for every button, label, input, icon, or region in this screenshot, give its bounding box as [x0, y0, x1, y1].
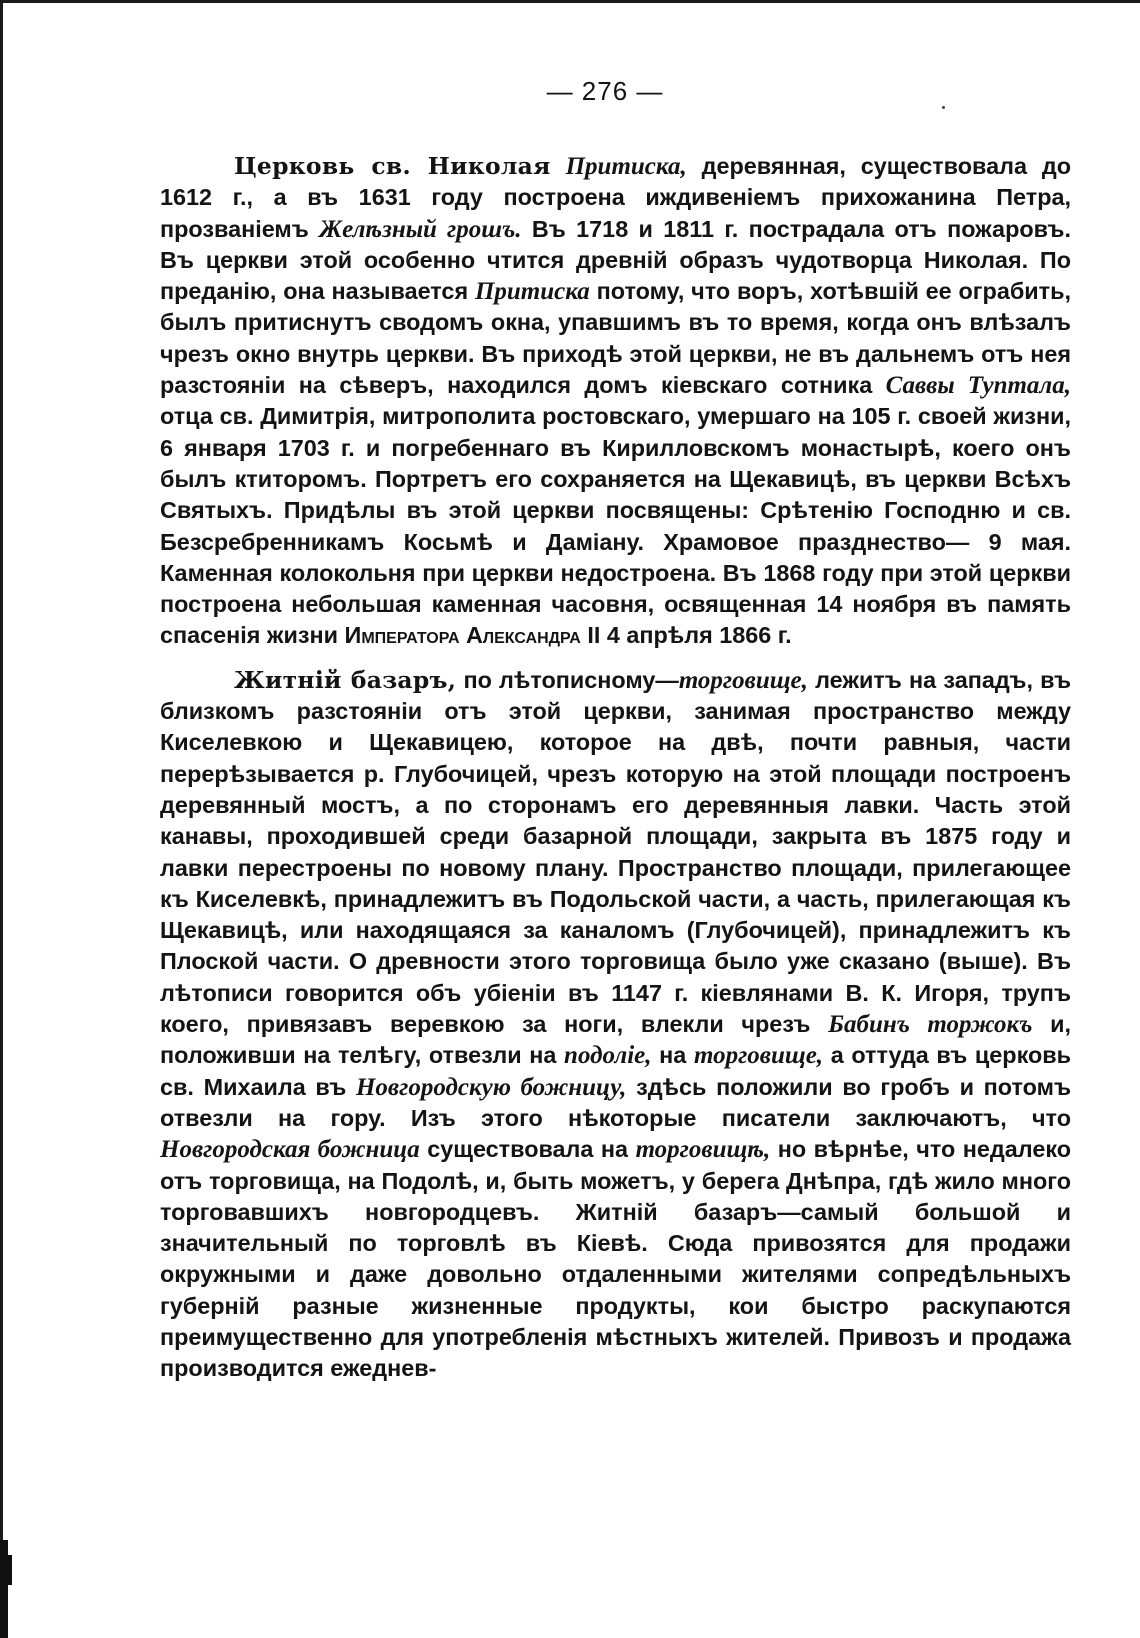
italic-name: Притиска,	[565, 153, 687, 180]
paragraph-church-nicholas	[160, 151, 1071, 652]
paragraph-heading: Житній базаръ,	[234, 665, 457, 694]
italic-term: торговищѣ,	[635, 1136, 771, 1164]
italic-name: Желѣзный грошъ.	[319, 215, 522, 243]
body-text: а оттуда въ церковь св. Михаила въ	[160, 1042, 1072, 1100]
body-text: но вѣрнѣе, что недалеко отъ торговища, на Подолѣ, и, быть можетъ, у берега Днѣпра, гдѣ жило много торговавшихъ новгородцевъ. Житній базаръ—самый большой и значительный по торговлѣ въ Кіевѣ. Сюда привозятся для продажи окружными и даже довольно отдаленными жителями сопредѣльныхъ губерній разные жизненные продукты, кои быстро раскупаются преимущественно для употребленія мѣстныхъ жителей. Привозъ и продажа производится ежеднев-	[160, 1136, 1072, 1382]
body-text: по лѣтописному—	[463, 666, 679, 693]
page-body	[160, 151, 1071, 1385]
italic-term: торговище,	[678, 666, 808, 694]
italic-term: Новгородскую божницу,	[355, 1073, 627, 1101]
paragraph-heading: Церковь св. Николая	[234, 152, 551, 180]
body-text: деревянная, существовала до 1612 г., а въ 1631 году построена иждивеніемъ прихожанина Петра, прозваніемъ	[160, 153, 1071, 242]
scan-edge-mark	[0, 1540, 8, 1638]
body-text: потому, что воръ, хотѣвшій ее ограбить, былъ притиснутъ сводомъ окна, упавшимъ въ то время, когда онъ влѣзалъ чрезъ окно внутрь церкви. Въ приходѣ этой церкви, не въ дальнемъ отъ нея разстояніи на сѣверъ, находился домъ кіевскаго сотника	[160, 278, 1071, 399]
page-number: — 276 —	[546, 76, 664, 106]
italic-name: Саввы Туптала,	[885, 372, 1072, 400]
body-text: существовала на	[427, 1136, 629, 1163]
italic-term: подоліе,	[564, 1042, 652, 1070]
scan-edge-top	[0, 0, 1140, 3]
body-text: лежитъ на западъ, въ близкомъ разстояніи отъ этой церкви, занимая пространство между Киселевкою и Щекавицею, которое на двѣ, почти равныя, части перерѣзывается р. Глубочицей, чрезъ которую на этой площади построенъ деревянный мостъ, а по сторонамъ его деревянныя лавки. Часть этой канавы, проходившей среди базарной площади, закрыта въ 1875 году и лавки перестроены по новому плану. Пространство площади, прилегающее къ Киселевкѣ, принадлежитъ въ Подольской части, а часть, прилегающая къ Щекавицѣ, или находящаяся за каналомъ (Глубочицей), принадлежитъ къ Плоской части. О древности этого торговища было уже сказано (выше). Въ лѣтописи говорится объ убіеніи въ 1147 г. кіевлянами В. К. Игоря, трупъ коего, привязавъ веревкою за ноги, влекли чрезъ	[160, 666, 1072, 1038]
emperor-title: Императора Александра	[344, 622, 581, 649]
body-text: Въ 1718 и 1811 г. пострадала отъ пожаровъ. Въ церкви этой особенно чтится древній образъ чудотворца Николая. По преданію, она называется	[160, 215, 1071, 305]
body-text: на	[659, 1042, 687, 1069]
italic-term: торговище,	[693, 1042, 824, 1070]
body-text: и, положивши на телѣгу, отвезли на	[160, 1011, 1071, 1069]
body-text: отца св. Димитрія, митрополита ростовскаго, умершаго на 105 г. своей жизни, 6 января 1703 г. и погребеннаго въ Кирилловскомъ монастырѣ, коего онъ былъ ктиторомъ. Портретъ его сохраняется на Щекавицѣ, въ церкви Всѣхъ Святыхъ. Придѣлы въ этой церкви посвящены: Срѣтенію Господню и св. Безсребренникамъ Косьмѣ и Даміану. Храмовое празднество— 9 мая. Каменная колокольня при церкви недостроена. Въ 1868 году при этой церкви построена небольшая каменная часовня, освященная 14 ноября въ память спасенія жизни	[160, 403, 1071, 649]
paragraph-zhitniy-bazar	[160, 665, 1071, 1385]
body-text: II 4 апрѣля 1866 г.	[587, 622, 792, 649]
italic-term: Бабинъ торжокъ	[828, 1011, 1033, 1039]
scan-edge-left	[0, 0, 3, 1638]
italic-term: Новгородская божница	[160, 1136, 420, 1164]
scan-edge-mark	[8, 1555, 12, 1585]
italic-name: Притиска	[474, 278, 590, 306]
body-text: здѣсь положили во гробъ и потомъ отвезли на гору. Изъ этого нѣкоторые писатели заключаютъ, что	[160, 1073, 1071, 1131]
